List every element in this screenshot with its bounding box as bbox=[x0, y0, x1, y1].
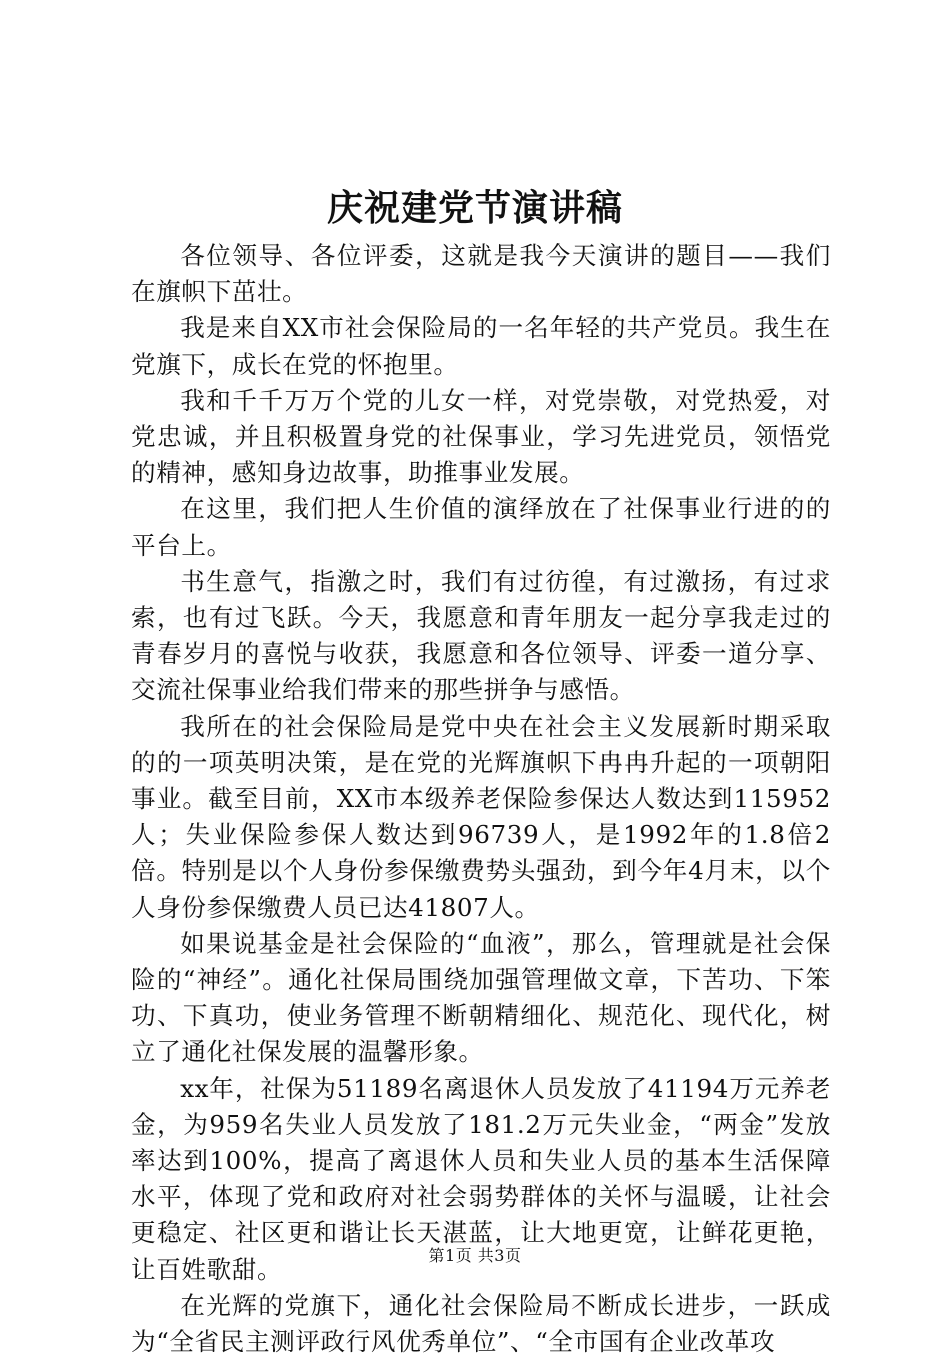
paragraph: 书生意气，指激之时，我们有过彷徨，有过激扬，有过求索，也有过飞跃。今天，我愿意和青年朋友一起分享我走过的青春岁月的喜悦与收获，我愿意和各位领导、评委一道分享、交流社保事业给我们带来的那些拼争与感悟。 bbox=[131, 566, 831, 705]
paragraph: 在这里，我们把人生价值的演绎放在了社保事业行进的的平台上。 bbox=[131, 494, 831, 560]
paragraph: xx年，社保为51189名离退休人员发放了41194万元养老金，为959名失业人员发放了181.2万元失业金，“两金”发放率达到100%，提高了离退休人员和失业人员的基本生活保障水平，体现了党和政府对社会弱势群体的关怀与温暖，让社会更稳定、社区更和谐让长天湛蓝，让大地更宽，让鲜花更艳，让百姓歌甜。 bbox=[131, 1073, 831, 1284]
paragraph: 我和千千万万个党的儿女一样，对党崇敬，对党热爱，对党忠诚，并且积极置身党的社保事业，学习先进党员，领悟党的精神，感知身边故事，助推事业发展。 bbox=[131, 385, 831, 488]
paragraph: 各位领导、各位评委，这就是我今天演讲的题目——我们在旗帜下茁壮。 bbox=[131, 241, 831, 307]
paragraph: 在光辉的党旗下，通化社会保险局不断成长进步，一跃成为“全省民主测评政行风优秀单位”、“全市国有企业改革攻 bbox=[131, 1290, 831, 1357]
document-title: 庆祝建党节演讲稿 bbox=[326, 187, 623, 229]
paragraph: 我是来自XX市社会保险局的一名年轻的共产党员。我生在党旗下，成长在党的怀抱里。 bbox=[131, 313, 831, 379]
paragraph: 如果说基金是社会保险的“血液”，那么，管理就是社会保险的“神经”。通化社保局围绕加强管理做文章，下苦功、下笨功、下真功，使业务管理不断朝精细化、规范化、现代化，树立了通化社保发展的温馨形象。 bbox=[131, 928, 831, 1067]
paragraph: 我所在的社会保险局是党中央在社会主义发展新时期采取的的一项英明决策，是在党的光辉旗帜下冉冉升起的一项朝阳事业。截至目前，XX市本级养老保险参保达人数达到115952人；失业保险参保人数达到96739人，是1992年的1.8倍2倍。特别是以个人身份参保缴费势头强劲，到今年4月末，以个人身份参保缴费人员已达41807人。 bbox=[131, 711, 831, 922]
page-number-footer: 第1页 共3页 bbox=[428, 1246, 522, 1265]
document-body bbox=[131, 238, 831, 1360]
